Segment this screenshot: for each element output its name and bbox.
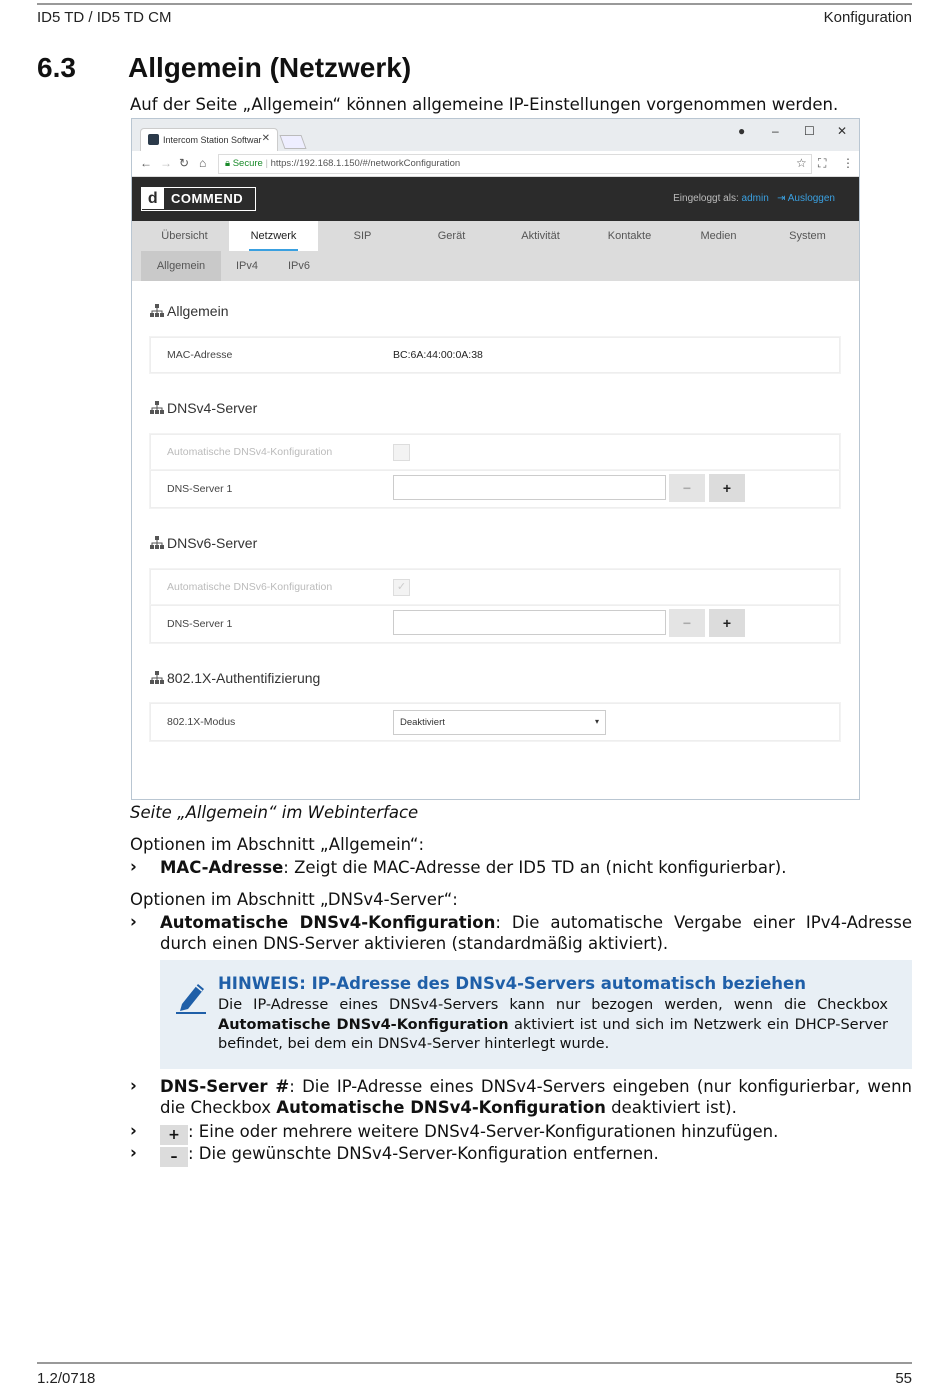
logout-icon: ⇥ [777,193,786,204]
heading-text: DNSv6-Server [167,535,258,551]
description: : Die automatische Vergabe einer IPv4-Adresse durch einen DNS-Server aktivieren (standardmäßig aktiviert). [160,913,912,953]
back-icon[interactable]: ← [140,156,152,170]
close-window-icon[interactable]: ✕ [837,124,848,138]
lock-icon: 🔒︎ [225,158,231,169]
mac-label: MAC-Adresse [167,349,233,361]
description: : Die IP-Adresse eines DNSv4-Servers eingeben (nur konfigurierbar, wenn die Checkbox [160,1077,912,1117]
dnsv6-auto-checkbox[interactable]: ✓ [393,579,410,596]
section-heading-8021x [150,670,320,686]
app-header [132,177,859,221]
url-text: https://192.168.1.150/#/networkConfiguration [270,158,461,169]
browser-titlebar [132,119,859,151]
sub-nav [132,251,859,281]
header-left: ID5 TD / ID5 TD CM [37,9,172,26]
8021x-mode-select[interactable] [393,710,606,735]
options-allgemein-heading: Optionen im Abschnitt „Allgemein“: [130,835,425,854]
network-icon [150,671,164,684]
maximize-icon[interactable]: ☐ [804,124,815,138]
login-status [673,193,835,204]
username-link[interactable]: admin [741,193,769,204]
pencil-icon [174,978,208,1014]
subtab-allgemein[interactable]: Allgemein [141,251,221,281]
option-auto-dnsv4 [160,912,912,954]
mac-value: BC:6A:44:00:0A:38 [393,349,483,361]
figure-caption: Seite „Allgemein“ im Webinterface [130,803,419,822]
footer-left: 1.2/0718 [37,1370,96,1387]
dnsv6-server-label: DNS-Server 1 [167,618,233,630]
dnsv6-auto-row [150,569,840,605]
option-minus [160,1143,912,1167]
tab-title: Intercom Station Softwar [163,135,262,145]
option-mac [160,857,912,878]
select-value: Deaktiviert [400,717,445,728]
note-text: aktiviert ist und sich im Netzwerk ein DHCP-Server befindet, bei dem ein DNSv4-Server hinterlegt wurde. [218,1016,888,1052]
term: DNS-Server # [160,1077,290,1096]
web-interface-screenshot [131,118,860,800]
tab-medien[interactable]: Medien [700,230,737,242]
dnsv4-auto-row [150,434,840,470]
section-number: 6.3 [37,52,76,83]
dnsv4-add-button[interactable]: + [709,474,745,502]
8021x-mode-label: 802.1X-Modus [167,716,236,728]
note-title: HINWEIS: IP-Adresse des DNSv4-Servers automatisch beziehen [218,974,806,993]
minimize-icon[interactable]: – [772,124,779,138]
bullet-icon: › [130,857,137,876]
profile-icon[interactable]: ● [738,124,746,138]
bullet-icon: › [130,1076,137,1095]
dnsv6-server-input[interactable] [393,610,666,635]
heading-text: Allgemein [167,303,229,319]
dropdown-arrow-icon: ▾ [594,717,599,726]
logged-in-label: Eingeloggt als: [673,193,739,204]
intro-text: Auf der Seite „Allgemein“ können allgemeine IP-Einstellungen vorgenommen werden. [130,95,839,114]
menu-dots-icon[interactable]: ⋮ [842,156,854,170]
subtab-ipv4[interactable]: IPv4 [235,260,258,272]
tab-geraet[interactable]: Gerät [437,230,466,242]
tab-netzwerk[interactable]: Netzwerk [229,221,318,251]
url-field[interactable]: 🔒︎ Secure | https://192.168.1.150/#/networkConfiguration [218,154,812,174]
dnsv6-add-button[interactable]: + [709,609,745,637]
network-icon [150,304,164,317]
bullet-icon: › [130,1121,137,1140]
note-text: Die IP-Adresse eines DNSv4-Servers kann nur bezogen werden, wenn die Checkbox [218,997,888,1013]
term-bold: Automatische DNSv4-Konfiguration [276,1098,606,1117]
bullet-icon: › [130,1143,137,1162]
header-rule [37,3,912,5]
section-heading-dnsv4 [150,400,257,416]
subtab-ipv6[interactable]: IPv6 [287,260,310,272]
address-bar [132,151,859,177]
tab-close-icon[interactable]: ✕ [261,133,270,144]
dnsv4-remove-button[interactable]: − [669,474,705,502]
new-tab-button[interactable] [279,135,306,149]
minus-button-icon: – [160,1147,188,1167]
network-icon [150,536,164,549]
section-heading-dnsv6 [150,535,257,551]
description: : Die gewünschte DNSv4-Server-Konfiguration entfernen. [188,1144,659,1163]
network-icon [150,401,164,414]
tab-system[interactable]: System [789,230,826,242]
description: deaktiviert ist). [605,1098,737,1117]
bookmark-star-icon[interactable]: ☆ [796,156,807,170]
plus-button-icon: + [160,1125,188,1145]
browser-tab[interactable] [140,128,278,151]
home-icon[interactable]: ⌂ [199,156,207,170]
main-nav [132,221,859,251]
term: MAC-Adresse [160,858,284,877]
dnsv4-server-row [150,470,840,508]
tab-sip[interactable]: SIP [353,230,372,242]
term: Automatische DNSv4-Konfiguration [160,913,496,932]
dnsv4-server-input[interactable] [393,475,666,500]
option-dns-server [160,1076,912,1118]
section-heading-allgemein [150,303,228,319]
8021x-mode-row [150,703,840,741]
dnsv4-auto-checkbox[interactable] [393,444,410,461]
note-bold: Automatische DNSv4-Konfiguration [218,1016,509,1033]
logo-mark-icon: d [142,188,164,209]
options-dnsv4-heading: Optionen im Abschnitt „DNSv4-Server“: [130,890,458,909]
secure-label: Secure [232,158,263,169]
heading-text: DNSv4-Server [167,400,258,416]
dnsv6-remove-button[interactable]: − [669,609,705,637]
dnsv6-server-row [150,605,840,643]
note-body [218,996,888,1055]
description: : Zeigt die MAC-Adresse der ID5 TD an (nicht konfigurierbar). [283,858,787,877]
bullet-icon: › [130,912,137,931]
logout-link[interactable]: Ausloggen [787,193,835,204]
forward-icon[interactable]: → [160,156,172,170]
commend-logo [141,187,256,211]
heading-text: 802.1X-Authentifizierung [167,670,321,686]
note-box [160,960,912,1069]
section-title: Allgemein (Netzwerk) [128,52,412,83]
mac-row [150,337,840,373]
dnsv6-auto-label: Automatische DNSv6-Konfiguration [167,581,333,593]
reload-icon[interactable]: ↻ [179,156,190,170]
page-number: 55 [895,1370,912,1387]
screen-cast-icon[interactable]: ⛶ [818,156,827,170]
dnsv4-server-label: DNS-Server 1 [167,483,233,495]
footer-rule [37,1362,912,1364]
dnsv4-auto-label: Automatische DNSv4-Konfiguration [167,446,333,458]
tab-aktivitaet[interactable]: Aktivität [521,230,560,242]
tab-kontakte[interactable]: Kontakte [607,230,652,242]
header-right: Konfiguration [823,9,912,26]
option-plus [160,1121,912,1145]
logo-text: COMMEND [171,191,244,206]
favicon-icon [148,134,159,145]
tab-uebersicht[interactable]: Übersicht [161,230,208,242]
description: : Eine oder mehrere weitere DNSv4-Server-Konfigurationen hinzufügen. [188,1122,779,1141]
